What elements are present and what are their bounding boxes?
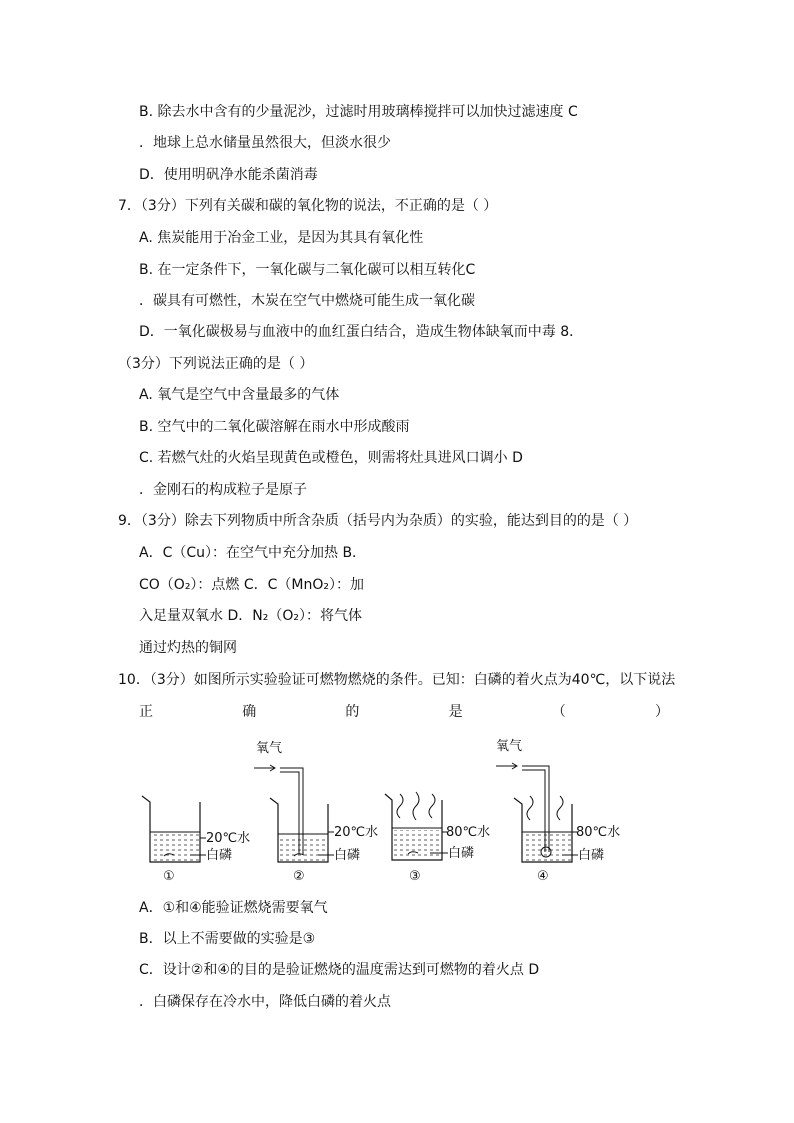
q8-option-d: ．金刚石的构成粒子是原子	[139, 482, 307, 498]
q10-option-d: ．白磷保存在冷水中，降低白磷的着火点	[139, 994, 391, 1010]
beaker-4-phosphorus-label: 白磷	[578, 848, 605, 863]
q7-option-c: ．碳具有可燃性，木炭在空气中燃烧可能生成一氧化碳	[139, 293, 475, 309]
beaker-2-phosphorus-label: 白磷	[334, 848, 361, 863]
beaker-4-water-label: 80℃水	[576, 825, 621, 840]
beaker-1-water-label: 20℃水	[206, 831, 251, 846]
q7-option-b: B. 在一定条件下，一氧化碳与二氧化碳可以相互转化C	[139, 262, 476, 278]
beaker-2-oxygen-label: 氧气	[256, 741, 283, 756]
q9-line-2: CO（O₂）：点燃 C．C（MnO₂）：加	[139, 577, 365, 593]
beaker-2-water-label: 20℃水	[334, 825, 379, 840]
q8-stem: （3分）下列说法正确的是（ ）	[118, 356, 314, 372]
q7-option-d: D．一氧化碳极易与血液中的血红蛋白结合，造成生物体缺氧而中毒 8．	[139, 324, 584, 340]
q10-stem-continuation	[139, 703, 669, 721]
beaker-1	[142, 796, 206, 862]
q7-option-a: A. 焦炭能用于冶金工业，是因为其具有氧化性	[139, 230, 424, 246]
beaker-3-phosphorus-label: 白磷	[448, 846, 475, 861]
experiment-figure	[130, 728, 630, 888]
beaker-4-oxygen-label: 氧气	[496, 739, 523, 754]
q9-line-1: A．C（Cu）：在空气中充分加热 B．	[139, 545, 367, 561]
beaker-3-water-label: 80℃水	[446, 825, 491, 840]
q6-option-c: ．地球上总水储量虽然很大，但淡水很少	[139, 135, 391, 151]
q10-open-paren: （	[551, 704, 566, 720]
q10-word-2: 确	[242, 704, 257, 720]
q6-option-b: B. 除去水中含有的少量泥沙，过滤时用玻璃棒搅拌可以加快过滤速度 C	[139, 104, 578, 120]
beaker-4	[496, 763, 578, 862]
q10-close-paren: ）	[654, 704, 669, 720]
q10-option-a: A．①和④能验证燃烧需要氧气	[139, 900, 328, 916]
beaker-3-number: ③	[409, 869, 421, 884]
q10-option-b: B．以上不需要做的实验是③	[139, 931, 316, 947]
q8-option-b: B. 空气中的二氧化碳溶解在雨水中形成酸雨	[139, 419, 410, 435]
beaker-4-number: ④	[537, 869, 549, 884]
q10-word-4: 是	[448, 704, 463, 720]
q10-option-c: C．设计②和④的目的是验证燃烧的温度需达到可燃物的着火点 D	[139, 962, 540, 978]
q10-word-1: 正	[139, 704, 153, 720]
q6-option-d: D．使用明矾净水能杀菌消毒	[139, 167, 318, 183]
q9-line-4: 通过灼热的铜网	[139, 640, 237, 656]
beaker-1-number: ①	[163, 869, 175, 884]
q10-word-3: 的	[345, 704, 360, 720]
beaker-2-number: ②	[293, 869, 305, 884]
q9-line-3: 入足量双氧水 D．N₂（O₂）：将气体	[139, 608, 362, 624]
q8-option-a: A. 氧气是空气中含量最多的气体	[139, 387, 340, 403]
q9-stem: 9．（3分）除去下列物质中所含杂质（括号内为杂质）的实验，能达到目的的是（ ）	[118, 513, 638, 529]
q8-option-c: C. 若燃气灶的火焰呈现黄色或橙色，则需将灶具进风口调小 D	[139, 450, 523, 466]
beaker-2	[254, 765, 334, 862]
beaker-1-phosphorus-label: 白磷	[206, 848, 233, 863]
q10-stem: 10．（3分）如图所示实验验证可燃物燃烧的条件。已知：白磷的着火点为40℃，以下说法	[118, 672, 676, 688]
q7-stem: 7．（3分）下列有关碳和碳的氧化物的说法，不正确的是（ ）	[118, 198, 498, 214]
beaker-3	[385, 792, 448, 860]
